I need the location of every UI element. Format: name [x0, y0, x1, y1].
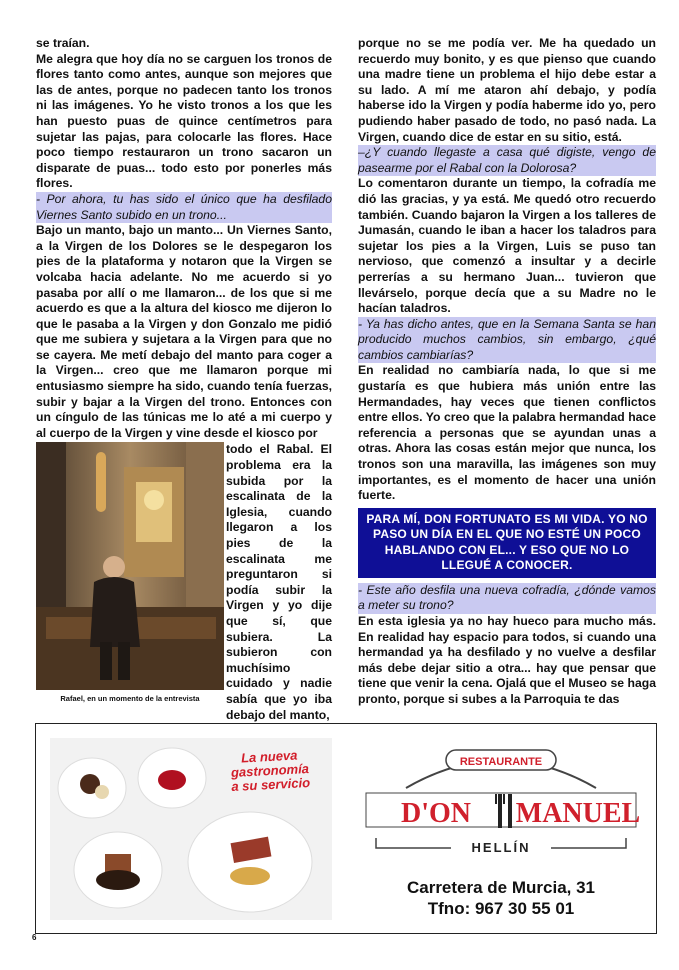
- brand-left: D'ON: [401, 798, 471, 829]
- restaurant-logo: [356, 738, 646, 858]
- interview-question: - Ya has dicho antes, que en la Semana Santa se han producido muchos cambios, sin embargo, ¿qué cambios cambiarías?: [358, 316, 656, 362]
- fork-knife-icon: [495, 794, 512, 828]
- address: Carretera de Murcia, 31: [406, 878, 596, 897]
- paragraph: Me alegra que hoy día no se carguen los tronos de flores tanto como antes, aunque son mejores que las de antes, porque no padecen tanto los tronos ni las imágenes. Yo he visto tronos a los que les han puesto puas de quince centímetros para sujetar las pajas, para colocarle las flores. Hace poco tiempo restauraron un trono sacaron un disparate de puas... todo esto por ponerles más flores.: [36, 51, 332, 191]
- pull-quote: PARA MÍ, DON FORTUNATO ES MI VIDA. YO NO PASO UN DÍA EN EL QUE NO ESTÉ UN POCO HABLANDO CON EL... Y ESO QUE NO LO LLEGUÉ A CONOCER.: [358, 508, 656, 578]
- photo-caption: Rafael, en un momento de la entrevista: [60, 694, 200, 704]
- paragraph: En realidad no cambiaría nada, lo que si me gustaría es que hubiera más unión entre las Hermandades, hay veces que tienen conflictos entre ellos. Yo creo que la palabra hermandad hace referencia a personas que se ayundan unas a otras. Ahora las cosas están mejor que nunca, los tronos son una maravilla, las imágenes son muy importantes, es el momento de hacer una unión fuerte.: [358, 363, 656, 503]
- interview-question: - Por ahora, tu has sido el único que ha desfilado Viernes Santo subido en un trono...: [36, 191, 332, 222]
- ad-tagline: [207, 747, 332, 795]
- restaurante-label: RESTAURANTE: [459, 756, 543, 768]
- brand-right: MANUEL: [515, 798, 641, 829]
- paragraph: Lo comentaron durante un tiempo, la cofradía me dió las gracias, y ya está. Me quedó otro recuerdo también. Cuando bajaron la Virgen a los talleres de Jumasán, cuando le iban a hacer los taladros para sujetar los pies a la Virgen, Luis se puso tan nervioso, que comenzó a insultar y a decirle perrerías a su hermano Juan... tuvieron que llevárselo, porque decía que a su Madre no le hacían taladros.: [358, 176, 656, 316]
- paragraph: todo el Rabal. El problema era la subida por la escalinata de la Iglesia, cuando llegaron a los pies de la escalinata me preguntaron si podía subir la Virgen y yo dije que sí, que subiera. La subieron con muchísimo cuidado y nadie sabía que yo iba debajo del manto,: [226, 442, 332, 722]
- interview-question: –¿Y cuando llegaste a casa qué digiste, vengo de pasearme por el Rabal con la Dolorosa?: [358, 145, 656, 175]
- paragraph: En esta iglesia ya no hay hueco para mucho más. En realidad hay espacio para todos, si cuando una hermandad ya ha desfilado y no vuelve a desfilar más debe dejar sitio a otra... hay que pensar que tiene que venir la cena. Ojalá que el Museo se haga pronto, porque si subes a la Parroquia te das: [358, 614, 656, 706]
- tagline-line: a su servicio: [230, 774, 311, 795]
- photo-block: [36, 442, 332, 722]
- city-label: HELLÍN: [471, 840, 531, 855]
- tagline-line: La nueva gastronomía: [230, 747, 310, 781]
- right-column: [358, 36, 656, 708]
- interview-photo: [36, 442, 224, 690]
- restaurant-advertisement: [35, 723, 657, 934]
- phone: Tfno: 967 30 55 01: [427, 899, 575, 918]
- interview-question: - Este año desfila una nueva cofradía, ¿dónde vamos a meter su trono?: [358, 582, 656, 613]
- page-number: 6: [32, 933, 37, 942]
- left-column: [36, 36, 332, 722]
- paragraph: porque no se me podía ver. Me ha quedado un recuerdo muy bonito, y es que pienso que cuando una madre tiene un problema el hijo debe estar a su lado. A mí me ataron ahí debajo, y podía haberse ido la Virgen y podía haberme ido yo, pero pudiendo haber pasado de todo, no pasó nada. La Virgen, cuando dice de estar en su sitio, está.: [358, 36, 656, 144]
- paragraph: Bajo un manto, bajo un manto... Un Viernes Santo, a la Virgen de los Dolores se le despegaron los pies de la plataforma y notaron que la Virgen se volcaba hacia adelante. No me acuerdo si yo pasaba por allí o me llamaron... de los que si me acuerdo es que a la altura del kiosco me dijeron lo que le pasaba a la Virgen y don Gonzalo me pidió que me subiera y sujetara a la Virgen para que no se cayera. Me metí debajo del manto para coger a la Virgen... creo que me llamaron porque mi entusiasmo siempre ha sido, cuando tenía fuerzas, subir y bajar a la Virgen del trono. Entonces con un cíngulo de las túnicas me lo até a mi cuerpo y al cuerpo de la Virgen y vine desde el kiosco por: [36, 223, 332, 440]
- contact-block: [356, 877, 646, 919]
- food-photo: [50, 738, 332, 920]
- paragraph: se traían.: [36, 36, 90, 50]
